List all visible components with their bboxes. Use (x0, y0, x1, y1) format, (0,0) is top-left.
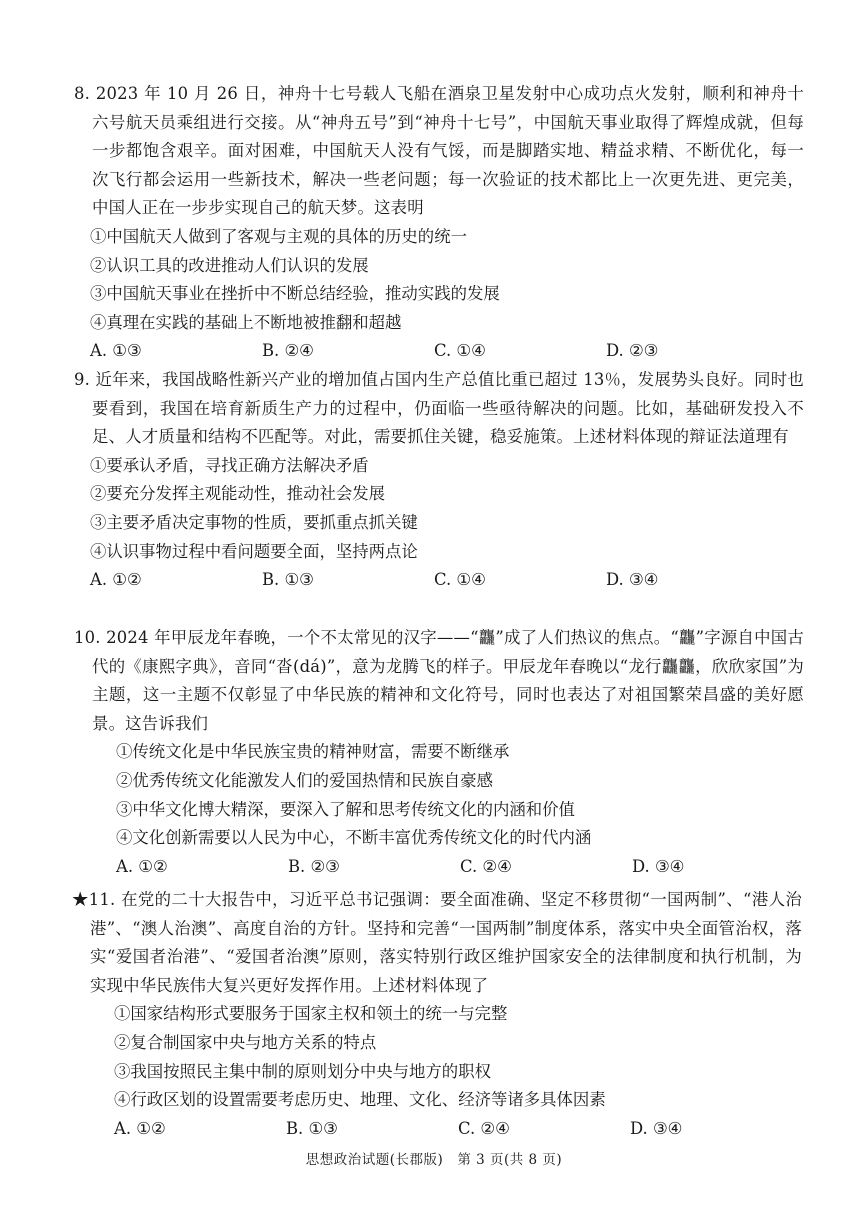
statement-option: ①传统文化是中华民族宝贵的精神财富，需要不断继承 (116, 742, 510, 762)
statement-option: ②要充分发挥主观能动性，推动社会发展 (90, 484, 386, 504)
answer-choices (74, 853, 804, 882)
question-10 (74, 624, 804, 881)
choice-c[interactable]: C. ②④ (458, 1118, 510, 1138)
choice-b[interactable]: B. ②④ (262, 341, 314, 361)
statement-option: ②优秀传统文化能激发人们的爱国热情和民族自豪感 (116, 770, 493, 790)
choice-a[interactable]: A. ①② (116, 856, 168, 876)
statement-option: ④真理在实践的基础上不断地被推翻和超越 (90, 312, 402, 332)
statement-option: ②认识工具的改进推动人们认识的发展 (90, 255, 369, 275)
answer-choices (72, 1115, 802, 1144)
choice-b[interactable]: B. ②③ (288, 856, 340, 876)
page-footer: 思想政治试题(长郡版) 第 3 页(共 8 页) (305, 1152, 563, 1168)
statement-option: ③中国航天事业在挫折中不断总结经验，推动实践的发展 (90, 284, 500, 304)
answer-choices (74, 337, 804, 366)
choice-d[interactable]: D. ②③ (606, 341, 659, 361)
choice-a[interactable]: A. ①② (114, 1118, 166, 1138)
choice-a[interactable]: A. ①③ (90, 341, 142, 361)
question-stem: 9. 近年来，我国战略性新兴产业的增加值占国内生产总值比重已超过 13％，发展势头良好。同时也要看到，我国在培育新质生产力的过程中，仍面临一些亟待解决的问题。比如，基础研发投入不足、人才质量和结构不匹配等。对此，需要抓住关键，稳妥施策。上述材料体现的辩证法道理有 (74, 370, 804, 447)
question-stem: 10. 2024 年甲辰龙年春晚，一个不太常见的汉字——“龘”成了人们热议的焦点。“龘”字源自中国古代的《康熙字典》，音同“沓(dá)”，意为龙腾飞的样子。甲辰龙年春晚以“龙行龘龘，欣欣家国”为主题，这一主题不仅彰显了中华民族的精神和文化符号，同时也表达了对祖国繁荣昌盛的美好愿景。这告诉我们 (74, 628, 804, 733)
choice-c[interactable]: C. ①④ (434, 341, 486, 361)
statement-option: ③中华文化博大精深，要深入了解和思考传统文化的内涵和价值 (116, 799, 575, 819)
choice-d[interactable]: D. ③④ (630, 1118, 683, 1138)
question-9 (74, 366, 804, 595)
statement-option: ①国家结构形式要服务于国家主权和领土的统一与完整 (114, 1004, 508, 1024)
choice-b[interactable]: B. ①③ (262, 570, 314, 590)
statement-option: ①要承认矛盾，寻找正确方法解决矛盾 (90, 455, 369, 475)
statement-option: ④文化创新需要以人民为中心，不断丰富优秀传统文化的时代内涵 (116, 828, 592, 848)
question-11 (72, 886, 802, 1143)
statement-option: ②复合制国家中央与地方关系的特点 (114, 1032, 377, 1052)
statement-option: ④行政区划的设置需要考虑历史、地理、文化、经济等诸多具体因素 (114, 1090, 606, 1110)
choice-a[interactable]: A. ①② (90, 570, 142, 590)
choice-d[interactable]: D. ③④ (606, 570, 659, 590)
statement-option: ③主要矛盾决定事物的性质，要抓重点抓关键 (90, 512, 418, 532)
choice-d[interactable]: D. ③④ (632, 856, 685, 876)
statement-option: ③我国按照民主集中制的原则划分中央与地方的职权 (114, 1061, 491, 1081)
choice-c[interactable]: C. ②④ (460, 856, 512, 876)
answer-choices (74, 566, 804, 595)
choice-b[interactable]: B. ①③ (286, 1118, 338, 1138)
question-8 (74, 80, 804, 366)
question-stem: ★11. 在党的二十大报告中，习近平总书记强调：要全面准确、坚定不移贯彻“一国两制”、“港人治港”、“澳人治澳”、高度自治的方针。坚持和完善“一国两制”制度体系，落实中央全面管治权，落实“爱国者治港”、“爱国者治澳”原则，落实特别行政区维护国家安全的法律制度和执行机制，为实现中华民族伟大复兴更好发挥作用。上述材料体现了 (72, 890, 802, 995)
statement-option: ①中国航天人做到了客观与主观的具体的历史的统一 (90, 226, 467, 246)
choice-c[interactable]: C. ①④ (434, 570, 486, 590)
statement-option: ④认识事物过程中看问题要全面，坚持两点论 (90, 541, 418, 561)
question-stem: 8. 2023 年 10 月 26 日，神舟十七号载人飞船在酒泉卫星发射中心成功点火发射，顺利和神舟十六号航天员乘组进行交接。从“神舟五号”到“神舟十七号”，中国航天事业取得了辉煌成就，但每一步都饱含艰辛。面对困难，中国航天人没有气馁，而是脚踏实地、精益求精、不断优化，每一次飞行都会运用一些新技术，解决一些老问题；每一次验证的技术都比上一次更先进、更完美，中国人正在一步步实现自己的航天梦。这表明 (74, 84, 804, 218)
